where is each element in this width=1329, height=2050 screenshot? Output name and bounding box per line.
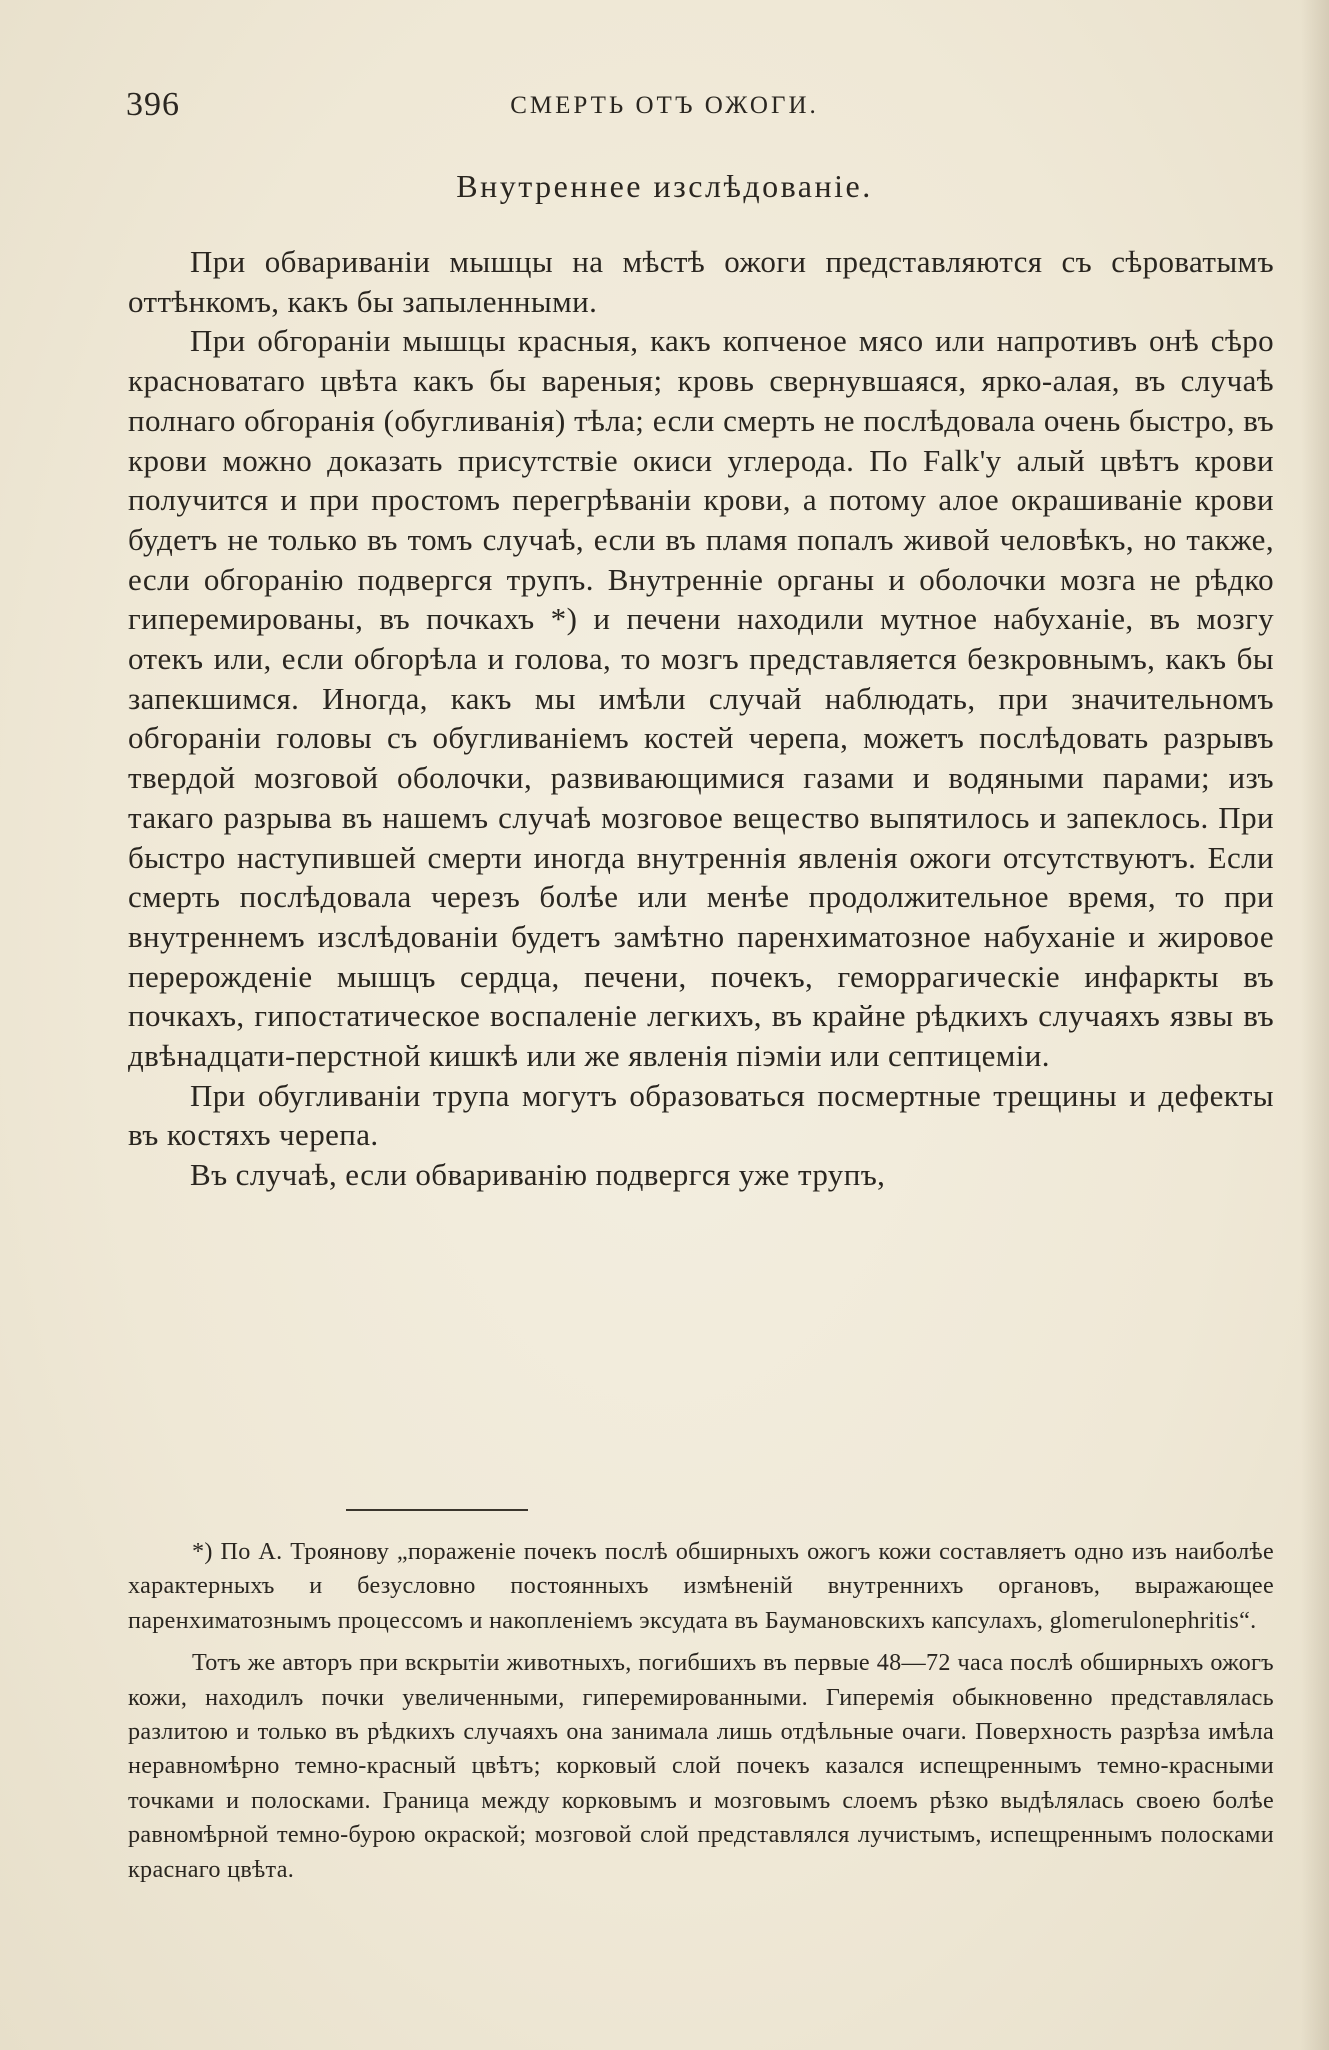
footnote: Тотъ же авторъ при вскрытіи животныхъ, погибшихъ въ первые 48—72 часа послѣ обширныхъ ожогъ кожи, находилъ почки увеличенными, гиперемированными. Гиперемія обыкновенно представлялась разлитою и только въ рѣдкихъ случаяхъ она занимала лишь отдѣльные очаги. Поверхность разрѣза имѣла неравномѣрно темно-красный цвѣтъ; корковый слой почекъ казался испещреннымъ темно-красными точками и полосками. Граница между корковымъ и мозговымъ слоемъ рѣзко выдѣлялась своею болѣе равномѣрной темно-бурою окраской; мозговой слой представлялся лучистымъ, испещреннымъ полосками краснаго цвѣта. [128,1649,1274,1883]
main-text [128,242,1274,1195]
footnote-divider [346,1509,528,1511]
page-edge-shadow [1301,0,1329,2050]
paragraph: При обвариваніи мышцы на мѣстѣ ожоги представляются съ сѣроватымъ оттѣнкомъ, какъ бы запыленными. [128,244,1274,319]
page-number: 396 [126,86,180,123]
paragraph: При обгораніи мышцы красныя, какъ копченое мясо или напротивъ онѣ сѣро красноватаго цвѣта какъ бы вареныя; кровь свернувшаяся, ярко-алая, въ случаѣ полнаго обгоранія (обугливанія) тѣла; если смерть не послѣдовала очень быстро, въ крови можно доказать присутствіе окиси углерода. По Falk'у алый цвѣтъ крови получится и при простомъ перегрѣваніи крови, а потому алое окрашиваніе крови будетъ не только въ томъ случаѣ, если въ пламя попалъ живой человѣкъ, но также, если обгоранію подвергся трупъ. Внутренніе органы и оболочки мозга не рѣдко гиперемированы, въ почкахъ *) и печени находили мутное набуханіе, въ мозгу отекъ или, если обгорѣла и голова, то мозгъ представляется безкровнымъ, какъ бы запекшимся. Иногда, какъ мы имѣли случай наблюдать, при значительномъ обгораніи головы съ обугливаніемъ костей черепа, можетъ послѣдовать разрывъ твердой мозговой оболочки, развивающимися газами и водяными парами; изъ такаго разрыва въ нашемъ случаѣ мозговое вещество выпятилось и запеклось. При быстро наступившей смерти иногда внутреннія явленія ожоги отсутствуютъ. Если смерть послѣдовала черезъ болѣе или менѣе продолжительное время, то при внутреннемъ изслѣдованіи будетъ замѣтно паренхиматозное набуханіе и жировое перерожденіе мышцъ сердца, печени, почекъ, геморрагическіе инфаркты въ почкахъ, гипостатическое воспаленіе легкихъ, въ крайне рѣдкихъ случаяхъ язвы въ двѣнадцати-перстной кишкѣ или же явленія піэміи или септицеміи. [128,323,1274,1074]
footnotes [128,1535,1274,1887]
section-title: Внутреннее изслѣдованіе. [456,168,873,204]
running-head: СМЕРТЬ ОТЪ ОЖОГИ. [510,92,819,119]
paragraph: Въ случаѣ, если обвариванію подвергся уже трупъ, [190,1157,886,1193]
paragraph: При обугливаніи трупа могутъ образоваться посмертные трещины и дефекты въ костяхъ черепа. [128,1077,1274,1153]
footnote: *) По А. Троянову „пораженіе почекъ послѣ обширныхъ ожогъ кожи составляетъ одно изъ наиболѣе характерныхъ и безусловно постоянныхъ измѣненій внутреннихъ органовъ, выражающее паренхиматознымъ процессомъ и накопленіемъ эксудата въ Баумановскихъ капсулахъ, glomerulonephritis“. [128,1538,1274,1634]
